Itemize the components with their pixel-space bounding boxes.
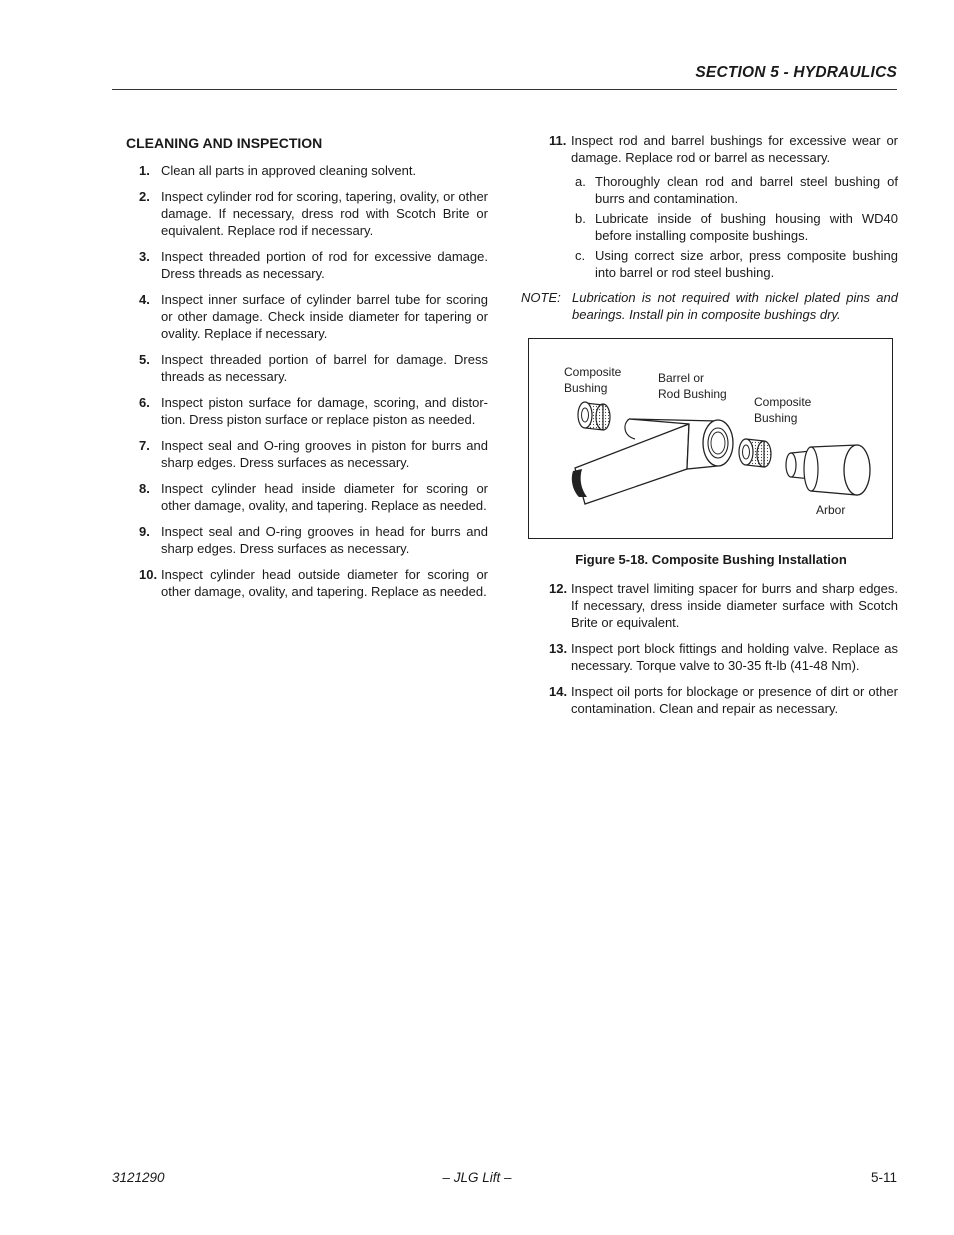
item-text: Inspect piston surface for damage, scoring, and distor-tion. Dress piston surface or replace piston as needed. bbox=[161, 395, 488, 427]
figure-caption: Figure 5-18. Composite Bushing Installation bbox=[575, 552, 847, 567]
item-number: 3. bbox=[139, 249, 150, 264]
sub-item-c bbox=[575, 247, 898, 281]
item-number: 11. bbox=[549, 133, 567, 148]
item-number: 6. bbox=[139, 395, 150, 410]
header-rule bbox=[112, 89, 897, 90]
item-number: 13. bbox=[549, 641, 568, 656]
sub-item-letter: a. bbox=[575, 174, 586, 189]
sub-item-letter: c. bbox=[575, 248, 586, 263]
item-number: 5. bbox=[139, 352, 150, 367]
item-text: Inspect travel limiting spacer for burrs and sharp edges. If necessary, dress inside diameter surface with Scotch Brite or equivalent. bbox=[571, 581, 898, 630]
right-item-list bbox=[521, 580, 898, 717]
item-text: Inspect cylinder head inside diameter for scoring or other damage, ovality, and tapering. Replace as needed. bbox=[161, 481, 488, 513]
footer-page-number: 5-11 bbox=[870, 1170, 897, 1185]
item-number: 12. bbox=[549, 581, 568, 596]
left-item-list bbox=[126, 162, 488, 600]
list-item bbox=[126, 162, 488, 179]
item-text: Clean all parts in approved cleaning solvent. bbox=[161, 163, 417, 178]
sub-item-b bbox=[575, 210, 898, 244]
list-item bbox=[126, 437, 488, 471]
label-arbor: Arbor bbox=[816, 503, 846, 517]
list-item bbox=[126, 480, 488, 514]
sub-item-text: Using correct size arbor, press composite bushing into barrel or rod steel bushing. bbox=[595, 248, 898, 280]
item-number: 2. bbox=[139, 189, 150, 204]
footer-center: – JLG Lift – bbox=[442, 1170, 512, 1185]
note-label: NOTE: bbox=[521, 290, 561, 305]
item-text: Inspect oil ports for blockage or presence of dirt or other contamination. Clean and repair as necessary. bbox=[571, 684, 898, 716]
item-text: Inspect threaded portion of barrel for damage. Dress threads as necessary. bbox=[161, 352, 488, 384]
item-number: 4. bbox=[139, 292, 150, 307]
note-text: Lubrication is not required with nickel plated pins and bearings. Install pin in composite bushings dry. bbox=[572, 290, 898, 322]
left-column bbox=[126, 132, 488, 609]
list-item bbox=[521, 580, 898, 631]
sub-item-text: Lubricate inside of bushing housing with WD40 before installing composite bushings. bbox=[595, 211, 898, 243]
list-item-11 bbox=[521, 132, 898, 166]
list-item bbox=[126, 291, 488, 342]
list-item bbox=[521, 640, 898, 674]
right-column bbox=[521, 132, 898, 726]
sub-item-text: Thoroughly clean rod and barrel steel bushing of burrs and contamination. bbox=[595, 174, 898, 206]
list-item bbox=[126, 394, 488, 428]
arbor-icon bbox=[786, 445, 870, 495]
item-text: Inspect cylinder head outside diameter for scoring or other damage, ovality, and tapering. Replace as needed. bbox=[161, 567, 488, 599]
item-text: Inspect cylinder rod for scoring, tapering, ovality, or other damage. If necessary, dress rod with Scotch Brite or equivalent. Replace rod if necessary. bbox=[161, 189, 488, 238]
section-heading: CLEANING AND INSPECTION bbox=[126, 135, 323, 151]
item-number: 14. bbox=[549, 684, 568, 699]
list-item bbox=[126, 188, 488, 239]
list-item bbox=[126, 248, 488, 282]
composite-bushing-left-icon bbox=[578, 402, 610, 430]
label-barrel-rod-bushing: Barrel or Rod Bushing bbox=[658, 371, 727, 401]
figure-composite-bushing bbox=[528, 338, 893, 539]
sub-item-a bbox=[575, 173, 898, 207]
list-item bbox=[521, 683, 898, 717]
list-item bbox=[126, 523, 488, 557]
item-text: Inspect inner surface of cylinder barrel tube for scoring or other damage. Check inside diameter for tapering or ovality. Replace if necessary. bbox=[161, 292, 488, 341]
item-text: Inspect seal and O-ring grooves in head for burrs and sharp edges. Dress surfaces as necessary. bbox=[161, 524, 488, 556]
item-text: Inspect port block fittings and holding valve. Replace as necessary. Torque valve to 30-35 ft-lb (41-48 Nm). bbox=[571, 641, 898, 673]
section-title: SECTION 5 - HYDRAULICS bbox=[695, 64, 897, 81]
composite-bushing-right-icon bbox=[739, 439, 771, 467]
item-number: 7. bbox=[139, 438, 150, 453]
list-item bbox=[126, 351, 488, 385]
label-composite-bushing-right: Composite Bushing bbox=[754, 395, 812, 425]
item-number: 1. bbox=[139, 163, 150, 178]
item-text: Inspect threaded portion of rod for excessive damage. Dress threads as necessary. bbox=[161, 249, 488, 281]
footer-doc-number: 3121290 bbox=[112, 1170, 165, 1185]
list-item bbox=[126, 566, 488, 600]
item-number: 10. bbox=[139, 567, 158, 582]
item-text: Inspect rod and barrel bushings for excessive wear or damage. Replace rod or barrel as necessary. bbox=[571, 133, 898, 165]
barrel-rod-bushing-icon bbox=[572, 419, 733, 504]
item-number: 9. bbox=[139, 524, 150, 539]
item-number: 8. bbox=[139, 481, 150, 496]
sub-item-letter: b. bbox=[575, 211, 586, 226]
item-text: Inspect seal and O-ring grooves in piston for burrs and sharp edges. Dress surfaces as necessary. bbox=[161, 438, 488, 470]
note bbox=[521, 289, 898, 323]
label-composite-bushing-left: Composite Bushing bbox=[564, 365, 622, 395]
